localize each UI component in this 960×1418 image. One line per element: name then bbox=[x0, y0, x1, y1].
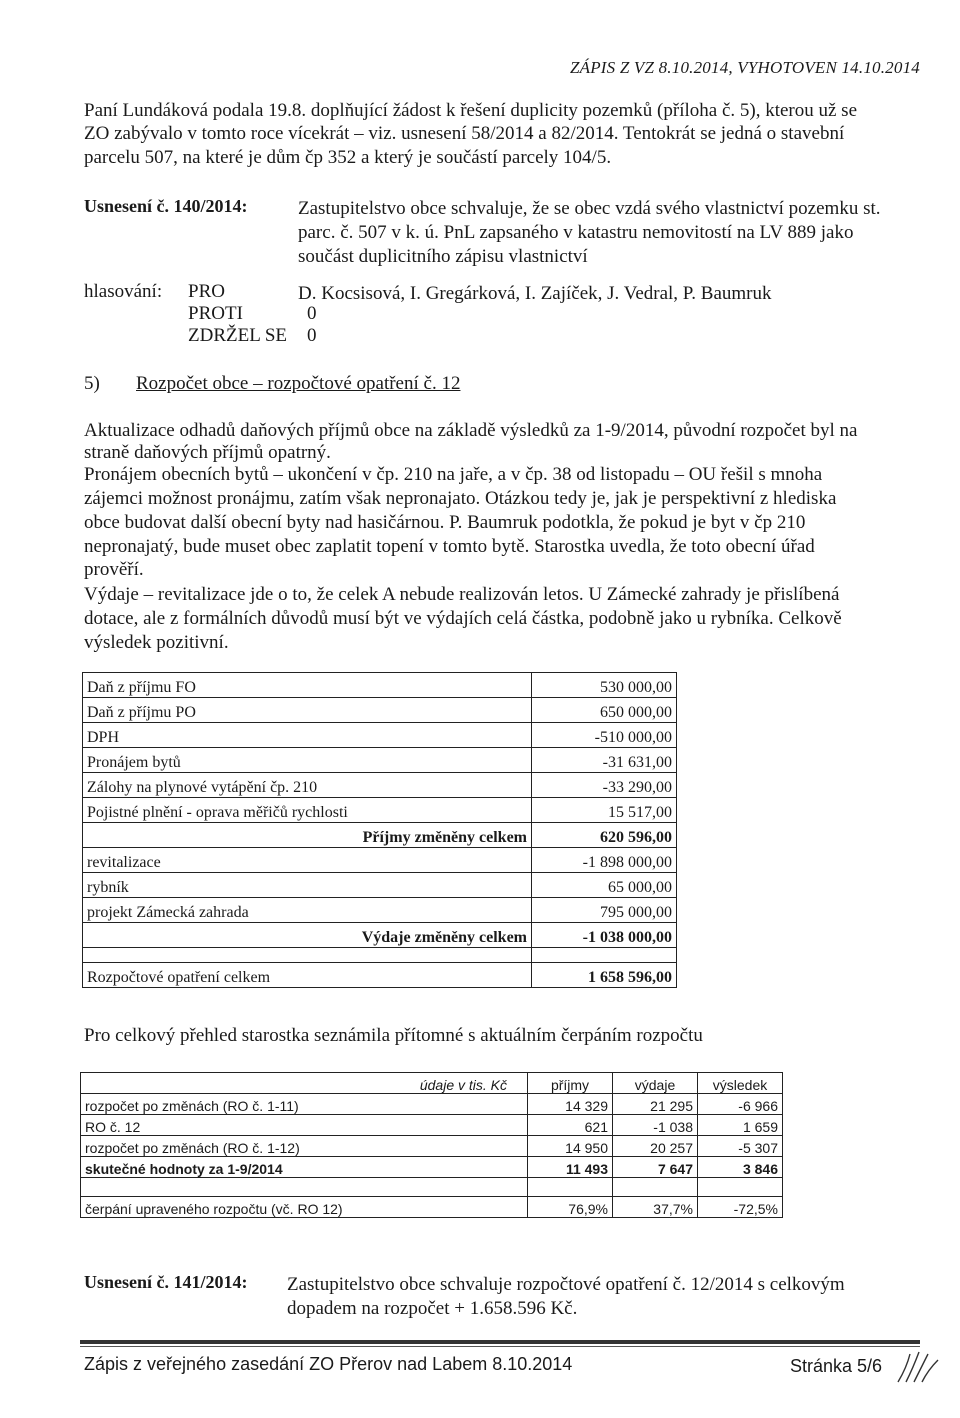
table-cell-label: Výdaje změněny celkem bbox=[83, 923, 532, 948]
table-cell-label: DPH bbox=[83, 723, 532, 748]
table-row bbox=[83, 798, 677, 823]
table-cell-value: -1 898 000,00 bbox=[532, 848, 677, 873]
table-cell-income: 11 493 bbox=[528, 1157, 613, 1178]
table-cell-label: skutečné hodnoty za 1-9/2014 bbox=[81, 1157, 528, 1178]
table-cell-label: Rozpočtové opatření celkem bbox=[83, 963, 532, 988]
table-cell-label: Pronájem bytů bbox=[83, 748, 532, 773]
table-cell-expense: 7 647 bbox=[613, 1157, 698, 1178]
intro-line-3: parcelu 507, na které je dům čp 352 a který je součástí parcely 104/5. bbox=[84, 147, 612, 168]
footer-rule-thin bbox=[80, 1346, 920, 1347]
body-p2-line-5: prověří. bbox=[84, 559, 144, 580]
resolution-140-line-2: parc. č. 507 v k. ú. PnL zapsaného v katastru nemovitostí na LV 889 jako bbox=[298, 222, 854, 243]
table-cell-empty bbox=[613, 1178, 698, 1197]
table-spacer-row bbox=[83, 948, 677, 963]
vote-zdrzel-label: ZDRŽEL SE bbox=[188, 325, 288, 346]
table-cell-value: -33 290,00 bbox=[532, 773, 677, 798]
table-cell-empty bbox=[528, 1178, 613, 1197]
vote-label: hlasování: bbox=[84, 281, 163, 302]
table-row bbox=[83, 723, 677, 748]
budget-change-table bbox=[82, 672, 677, 988]
table-cell-income: 621 bbox=[528, 1115, 613, 1136]
vote-proti-label: PROTI bbox=[188, 303, 243, 324]
table-cell-label: revitalizace bbox=[83, 848, 532, 873]
resolution-140-line-1: Zastupitelstvo obce schvaluje, že se obec vzdá svého vlastnictví pozemku st. bbox=[298, 198, 881, 219]
table-row bbox=[81, 1197, 783, 1218]
table-cell-value: 620 596,00 bbox=[532, 823, 677, 848]
table-cell-value: -1 038 000,00 bbox=[532, 923, 677, 948]
table-cell-value: 530 000,00 bbox=[532, 673, 677, 698]
table-cell-value: -31 631,00 bbox=[532, 748, 677, 773]
body-p3-line-1: Výdaje – revitalizace jde o to, že celek A nebude realizován letos. U Zámecké zahrady je přislíbená bbox=[84, 584, 840, 605]
table-row bbox=[81, 1094, 783, 1115]
table-cell-value: 1 658 596,00 bbox=[532, 963, 677, 988]
table-cell-label: Pojistné plnění - oprava měřičů rychlosti bbox=[83, 798, 532, 823]
table-cell-label: Zálohy na plynové vytápění čp. 210 bbox=[83, 773, 532, 798]
table-row bbox=[83, 873, 677, 898]
footer-title: Zápis z veřejného zasedání ZO Přerov nad Labem 8.10.2014 bbox=[84, 1354, 573, 1374]
table-cell-value: 65 000,00 bbox=[532, 873, 677, 898]
table-cell-income: 14 329 bbox=[528, 1094, 613, 1115]
table-header-expense: výdaje bbox=[613, 1073, 698, 1094]
table-row bbox=[81, 1136, 783, 1157]
table-row bbox=[83, 748, 677, 773]
resolution-140-line-3: součást duplicitního zápisu vlastnictví bbox=[298, 246, 588, 267]
vote-pro-label: PRO bbox=[188, 281, 225, 302]
table-header-unit: údaje v tis. Kč bbox=[81, 1073, 528, 1094]
resolution-141-label: Usnesení č. 141/2014: bbox=[84, 1272, 248, 1292]
table-cell-expense: 21 295 bbox=[613, 1094, 698, 1115]
vote-proti-value: 0 bbox=[307, 303, 317, 324]
table-cell-empty bbox=[83, 948, 532, 963]
table-cell-label: rozpočet po změnách (RO č. 1-12) bbox=[81, 1136, 528, 1157]
table-row bbox=[83, 698, 677, 723]
table-cell-value: 650 000,00 bbox=[532, 698, 677, 723]
table-cell-label: Příjmy změněny celkem bbox=[83, 823, 532, 848]
table-cell-value: 795 000,00 bbox=[532, 898, 677, 923]
body-p1-line-1: Aktualizace odhadů daňových příjmů obce na základě výsledků za 1-9/2014, původní rozpočet byl na bbox=[84, 420, 858, 441]
body-p2-line-3: obce budovat další obecní byty nad hasičárnou. P. Baumruk podotkla, že pokud je byt v čp 210 bbox=[84, 512, 806, 533]
table-cell-label: RO č. 12 bbox=[81, 1115, 528, 1136]
resolution-141-line-2: dopadem na rozpočet + 1.658.596 Kč. bbox=[287, 1298, 578, 1319]
table-row-actual bbox=[81, 1157, 783, 1178]
section-5-title: Rozpočet obce – rozpočtové opatření č. 12 bbox=[136, 373, 461, 394]
table-cell-label: Daň z příjmu PO bbox=[83, 698, 532, 723]
table-cell-result: 1 659 bbox=[698, 1115, 783, 1136]
table-row-expense-total bbox=[83, 923, 677, 948]
body-p1-line-2: straně daňových příjmů opatrný. bbox=[84, 442, 331, 463]
table-cell-result: -6 966 bbox=[698, 1094, 783, 1115]
table-cell-expense: 20 257 bbox=[613, 1136, 698, 1157]
section-5-number: 5) bbox=[84, 373, 100, 394]
body-p2-line-1: Pronájem obecních bytů – ukončení v čp. 210 na jaře, a v čp. 38 od listopadu – OU řešil s mnoha bbox=[84, 464, 823, 485]
table-cell-expense: 37,7% bbox=[613, 1197, 698, 1218]
vote-zdrzel-value: 0 bbox=[307, 325, 317, 346]
body-p2-line-2: zájemci možnost pronájmu, zatím však nepronajato. Otázkou tedy je, jak je perspektivní z hlediska bbox=[84, 488, 837, 509]
table-cell-income: 76,9% bbox=[528, 1197, 613, 1218]
table-row bbox=[83, 848, 677, 873]
table-spacer-row bbox=[81, 1178, 783, 1197]
table-cell-empty bbox=[698, 1178, 783, 1197]
table-header-result: výsledek bbox=[698, 1073, 783, 1094]
vote-pro-value: D. Kocsisová, I. Gregárková, I. Zajíček, J. Vedral, P. Baumruk bbox=[298, 283, 772, 304]
table-cell-value: 15 517,00 bbox=[532, 798, 677, 823]
table-cell-result: -5 307 bbox=[698, 1136, 783, 1157]
table-row bbox=[83, 773, 677, 798]
table-cell-expense: -1 038 bbox=[613, 1115, 698, 1136]
overview-sentence: Pro celkový přehled starostka seznámila přítomné s aktuálním čerpáním rozpočtu bbox=[84, 1025, 703, 1046]
body-p3-line-3: výsledek pozitivní. bbox=[84, 632, 229, 653]
table-cell-label: rybník bbox=[83, 873, 532, 898]
intro-line-2: ZO zabývalo v tomto roce vícekrát – viz. usnesení 58/2014 a 82/2014. Tentokrát se jedná o stavební bbox=[84, 123, 845, 144]
table-row-grand-total bbox=[83, 963, 677, 988]
handwritten-signature bbox=[892, 1346, 942, 1390]
table-cell-label: projekt Zámecká zahrada bbox=[83, 898, 532, 923]
footer-page-number: Stránka 5/6 bbox=[790, 1356, 883, 1376]
table-cell-income: 14 950 bbox=[528, 1136, 613, 1157]
table-row bbox=[83, 673, 677, 698]
table-cell-value: -510 000,00 bbox=[532, 723, 677, 748]
table-cell-empty bbox=[81, 1178, 528, 1197]
table-cell-label: rozpočet po změnách (RO č. 1-11) bbox=[81, 1094, 528, 1115]
table-row-income-total bbox=[83, 823, 677, 848]
table-cell-label: čerpání upraveného rozpočtu (vč. RO 12) bbox=[81, 1197, 528, 1218]
table-cell-result: 3 846 bbox=[698, 1157, 783, 1178]
table-row bbox=[83, 898, 677, 923]
intro-line-1: Paní Lundáková podala 19.8. doplňující žádost k řešení duplicity pozemků (příloha č. 5), kterou už se bbox=[84, 100, 857, 121]
resolution-141-line-1: Zastupitelstvo obce schvaluje rozpočtové opatření č. 12/2014 s celkovým bbox=[287, 1274, 845, 1295]
footer-rule bbox=[80, 1340, 920, 1344]
budget-summary-table bbox=[80, 1072, 783, 1218]
table-header-row bbox=[81, 1073, 783, 1094]
table-cell-empty bbox=[532, 948, 677, 963]
table-row bbox=[81, 1115, 783, 1136]
table-cell-result: -72,5% bbox=[698, 1197, 783, 1218]
resolution-140-label: Usnesení č. 140/2014: bbox=[84, 196, 248, 216]
body-p3-line-2: dotace, ale z formálních důvodů musí být ve výdajích celá částka, podobně jako u rybníka. Celkově bbox=[84, 608, 842, 629]
table-header-income: příjmy bbox=[528, 1073, 613, 1094]
header-note: ZÁPIS Z VZ 8.10.2014, VYHOTOVEN 14.10.2014 bbox=[569, 58, 920, 77]
table-cell-label: Daň z příjmu FO bbox=[83, 673, 532, 698]
body-p2-line-4: nepronajatý, bude muset obec zaplatit topení v tomto bytě. Starostka uvedla, že toto obecní úřad bbox=[84, 536, 815, 557]
